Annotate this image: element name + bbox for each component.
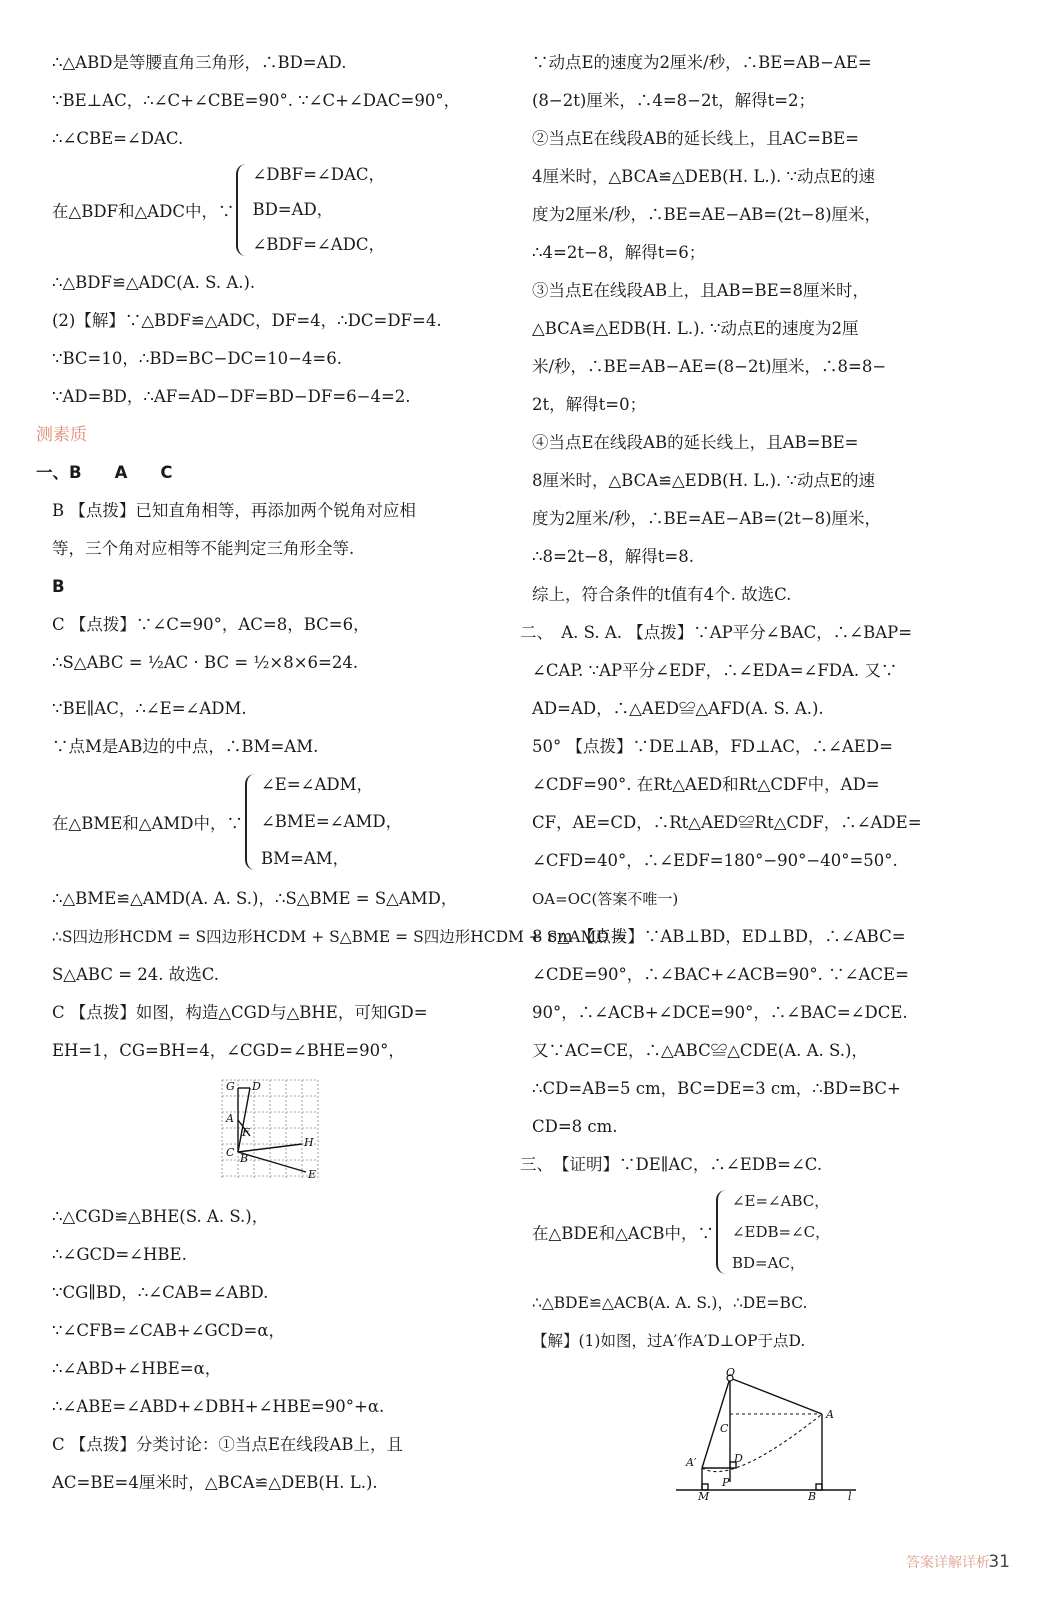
text-line: ∴S△ABC = ½AC · BC = ½×8×6=24.	[52, 653, 359, 672]
point-label: B	[240, 1152, 249, 1165]
geometry-figure	[672, 1368, 872, 1500]
point-label: E	[308, 1168, 317, 1181]
text-line: ∴∠ABE=∠ABD+∠DBH+∠HBE=90°+α.	[52, 1397, 385, 1416]
text-line: ∠CDF=90°. 在Rt△AED和Rt△CDF中，AD=	[532, 775, 880, 794]
text-line: C 【点拨】∵∠C=90°，AC=8，BC=6，	[52, 615, 370, 634]
text-line: 8 cm 【点拨】∵AB⊥BD，ED⊥BD，∴∠ABC=	[532, 927, 906, 946]
text-line: B 【点拨】已知直角相等，再添加两个锐角对应相	[52, 501, 416, 520]
text-line: AC=BE=4厘米时，△BCA≌△DEB(H. L.).	[52, 1473, 378, 1492]
brace-icon	[716, 1190, 728, 1274]
text-line: ∵CG∥BD，∴∠CAB=∠ABD.	[52, 1283, 269, 1302]
text-line: ∴△BDF≌△ADC(A. S. A.).	[52, 273, 256, 292]
point-label: G	[226, 1080, 235, 1093]
page-number: 31	[988, 1552, 1010, 1572]
text-line: ④当点E在线段AB的延长线上，且AB=BE=	[532, 433, 859, 452]
system-item: ∠BDF=∠ADC，	[252, 235, 386, 254]
point-label: C	[226, 1146, 235, 1159]
text-line: 2t，解得t=0；	[532, 395, 647, 414]
text-line: ∠CDE=90°，∴∠BAC+∠ACB=90°. ∵∠ACE=	[532, 965, 909, 984]
system-item: BD=AD，	[252, 200, 334, 219]
text-line: 二、 A. S. A. 【点拨】∵AP平分∠BAC，∴∠BAP=	[520, 623, 913, 642]
text-line: 【解】(1)如图，过A′作A′D⊥OP于点D.	[532, 1332, 806, 1350]
text-line: ∴S四边形HCDM = S四边形HCDM + S△BME = S四边形HCDM + S△AMD =	[52, 928, 627, 946]
text-line: ∴∠CBE=∠DAC.	[52, 129, 184, 148]
text-line: ∴4=2t−8，解得t=6；	[532, 243, 706, 262]
system-item: ∠E=∠ABC，	[731, 1192, 830, 1210]
point-label: A	[226, 1112, 234, 1125]
answer-line: 一、B A C	[36, 463, 173, 482]
text-line: C 【点拨】分类讨论：①当点E在线段AB上，且	[52, 1435, 403, 1454]
system-prefix: 在△BME和△AMD中，∵	[52, 814, 243, 833]
text-line: 度为2厘米/秒，∴BE=AE−AB=(2t−8)厘米，	[532, 509, 882, 528]
text-line: ∴△BME≌△AMD(A. A. S.)，∴S△BME = S△AMD，	[52, 889, 458, 908]
text-line: 90°，∴∠ACB+∠DCE=90°，∴∠BAC=∠DCE.	[532, 1003, 908, 1022]
system-item: ∠E=∠ADM，	[260, 775, 374, 794]
text-line: ∠CFD=40°，∴∠EDF=180°−90°−40°=50°.	[532, 851, 898, 870]
text-line: ∵BC=10，∴BD=BC−DC=10−4=6.	[52, 349, 342, 368]
text-line: ∵BE⊥AC，∴∠C+∠CBE=90°. ∵∠C+∠DAC=90°，	[52, 91, 461, 110]
text-line: ∴△ABD是等腰直角三角形，∴BD=AD.	[52, 53, 347, 72]
section-heading: 测素质	[36, 425, 87, 445]
text-line: ∴△CGD≌△BHE(S. A. S.)，	[52, 1207, 269, 1226]
system-prefix: 在△BDF和△ADC中，∵	[52, 202, 235, 221]
equation-system	[52, 164, 385, 256]
text-line: 4厘米时，△BCA≌△DEB(H. L.). ∵动点E的速	[532, 167, 876, 186]
equation-system	[52, 774, 402, 870]
text-line: EH=1，CG=BH=4，∠CGD=∠BHE=90°，	[52, 1041, 405, 1060]
point-label: l	[848, 1490, 852, 1500]
point-label: F	[242, 1126, 250, 1139]
text-line: CF，AE=CD，∴Rt△AED≌Rt△CDF，∴∠ADE=	[532, 813, 922, 832]
text-line: OA=OC(答案不唯一)	[532, 890, 679, 908]
text-line: 三、 【证明】∵DE∥AC，∴∠EDB=∠C.	[520, 1155, 823, 1174]
point-label: D	[734, 1452, 743, 1465]
point-label: B	[808, 1490, 817, 1500]
text-line: 等，三个角对应相等不能判定三角形全等.	[52, 539, 355, 558]
point-label: D	[252, 1080, 261, 1093]
equation-system	[532, 1190, 830, 1274]
text-line: ②当点E在线段AB的延长线上，且AC=BE=	[532, 129, 859, 148]
system-item: ∠BME=∠AMD，	[260, 812, 403, 831]
brace-icon	[236, 164, 248, 256]
text-line: 8厘米时，△BCA≌△EDB(H. L.). ∵动点E的速	[532, 471, 876, 490]
text-line: AD=AD，∴△AED≌△AFD(A. S. A.).	[532, 699, 824, 718]
text-line: CD=8 cm.	[532, 1117, 618, 1136]
point-label: O	[726, 1368, 736, 1379]
answer-line: B	[52, 577, 65, 596]
text-line: ∴CD=AB=5 cm，BC=DE=3 cm，∴BD=BC+	[532, 1079, 901, 1098]
text-line: ③当点E在线段AB上，且AB=BE=8厘米时，	[532, 281, 869, 300]
text-line: ∵BE∥AC，∴∠E=∠ADM.	[52, 699, 247, 718]
text-line: ∴8=2t−8，解得t=8.	[532, 547, 694, 566]
text-line: S△ABC = 24. 故选C.	[52, 965, 220, 984]
system-item: BM=AM，	[260, 849, 350, 868]
text-line: △BCA≌△EDB(H. L.). ∵动点E的速度为2厘	[532, 319, 859, 338]
point-label: C	[720, 1422, 729, 1435]
system-item: ∠EDB=∠C，	[731, 1223, 831, 1241]
point-label: M	[698, 1490, 710, 1500]
point-label: P	[722, 1476, 730, 1489]
text-line: ∴△BDE≌△ACB(A. A. S.)，∴DE=BC.	[532, 1294, 808, 1312]
text-line: (2)【解】∵△BDF≌△ADC，DF=4，∴DC=DF=4.	[52, 311, 442, 330]
text-line: (8−2t)厘米，∴4=8−2t，解得t=2；	[532, 91, 816, 110]
text-line: 度为2厘米/秒，∴BE=AE−AB=(2t−8)厘米，	[532, 205, 882, 224]
text-line: ∵点M是AB边的中点，∴BM=AM.	[52, 737, 319, 756]
point-label: H	[304, 1136, 314, 1149]
point-label: A	[826, 1408, 834, 1421]
text-line: ∴∠GCD=∠HBE.	[52, 1245, 187, 1264]
brace-icon	[245, 774, 257, 870]
footer-label: 答案详解详析	[906, 1555, 990, 1571]
grid-figure	[220, 1078, 324, 1182]
text-line: 米/秒，∴BE=AB−AE=(8−2t)厘米，∴8=8−	[532, 357, 887, 376]
text-line: 又∵AC=CE，∴△ABC≌△CDE(A. A. S.)，	[532, 1041, 868, 1060]
text-line: ∵AD=BD，∴AF=AD−DF=BD−DF=6−4=2.	[52, 387, 411, 406]
text-line: ∴∠ABD+∠HBE=α，	[52, 1359, 222, 1378]
system-item: ∠DBF=∠DAC，	[252, 165, 386, 184]
text-line: ∵动点E的速度为2厘米/秒，∴BE=AB−AE=	[532, 53, 872, 72]
system-prefix: 在△BDE和△ACB中，∵	[532, 1224, 714, 1243]
text-line: C 【点拨】如图，构造△CGD与△BHE，可知GD=	[52, 1003, 428, 1022]
text-line: 50° 【点拨】∵DE⊥AB，FD⊥AC，∴∠AED=	[532, 737, 893, 756]
text-line: ∠CAP. ∵AP平分∠EDF，∴∠EDA=∠FDA. 又∵	[532, 661, 898, 680]
system-item: BD=AC，	[731, 1254, 805, 1272]
text-line: 综上，符合条件的t值有4个. 故选C.	[532, 585, 792, 604]
text-line: ∵∠CFB=∠CAB+∠GCD=α，	[52, 1321, 285, 1340]
point-label: A′	[686, 1456, 697, 1469]
